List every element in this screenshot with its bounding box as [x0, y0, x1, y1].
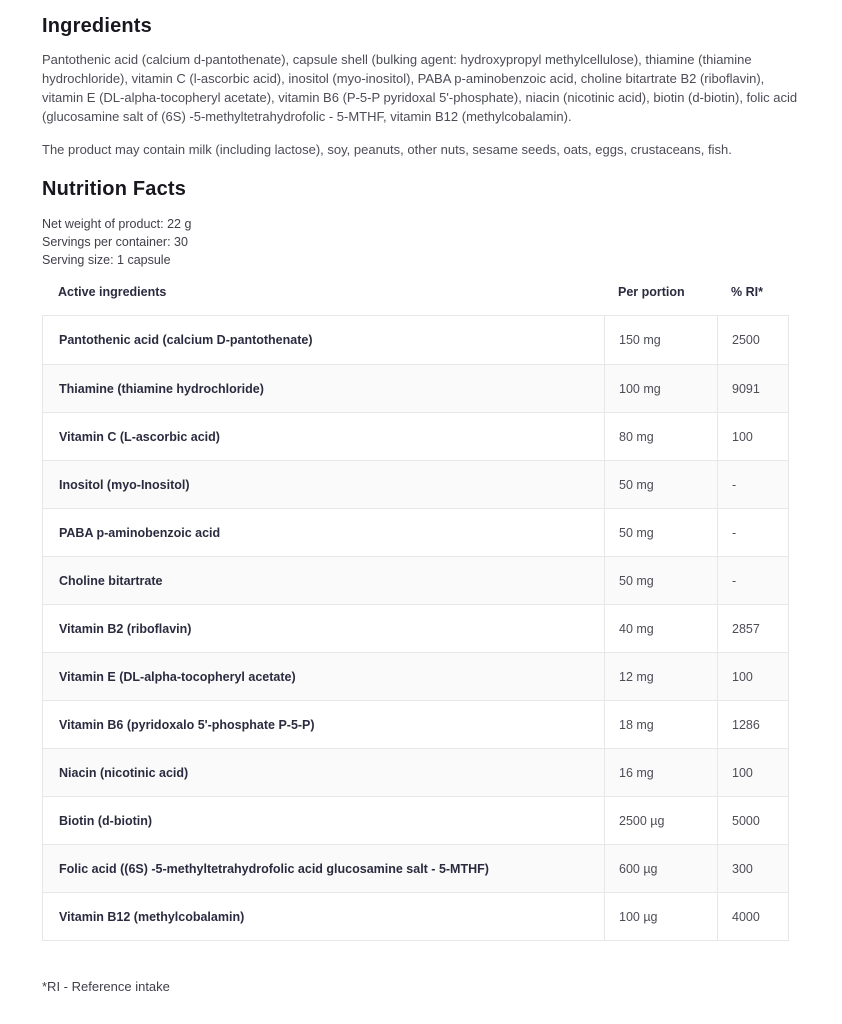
table-row [43, 412, 788, 460]
table-row [43, 316, 788, 364]
ingredient-name: Vitamin B2 (riboflavin) [59, 621, 192, 636]
ingredient-amount: 100 mg [604, 365, 717, 412]
ingredients-text: Pantothenic acid (calcium d-pantothenate), capsule shell (bulking agent: hydroxypropyl methylcellulose), thiamine (thiamine hydrochloride), vitamin C (l-ascorbic acid), inositol (myo-inositol), PABA p-aminobenzoic acid, choline bitartrate B2 (riboflavin), vitamin E (DL-alpha-tocopheryl acetate), vitamin B6 (P-5-P pyridoxal 5'-phosphate), niacin (nicotinic acid), biotin (d-biotin), folic acid (glucosamine salt of (6S) -5-methyltetrahydrofolic - 5-MTHF, vitamin B12 (methylcobalamin). [42, 52, 798, 124]
ingredient-amount: 18 mg [604, 701, 717, 748]
allergen-note: The product may contain milk (including lactose), soy, peanuts, other nuts, sesame seeds, oats, eggs, crustaceans, fish. [42, 142, 732, 157]
net-weight: Net weight of product: 22 g [42, 217, 192, 231]
ingredient-ri: 100 [717, 413, 788, 460]
table-row [43, 364, 788, 412]
serving-info [42, 215, 800, 269]
ingredient-ri: 300 [717, 845, 788, 892]
nutrition-facts-section [42, 176, 800, 994]
ingredient-name: Vitamin E (DL-alpha-tocopheryl acetate) [59, 669, 296, 684]
table-header-row [42, 285, 789, 315]
column-header-ri: % RI* [731, 285, 763, 299]
ingredient-ri: 100 [717, 653, 788, 700]
ingredient-name: Niacin (nicotinic acid) [59, 765, 189, 780]
ingredient-ri: - [717, 509, 788, 556]
ingredient-ri: 9091 [717, 365, 788, 412]
ingredient-ri: 2500 [717, 316, 788, 364]
active-ingredients-table [42, 315, 789, 941]
nutrition-facts-title: Nutrition Facts [42, 178, 187, 200]
ingredient-amount: 2500 µg [604, 797, 717, 844]
ingredient-ri: - [717, 557, 788, 604]
ingredient-name: Folic acid ((6S) -5-methyltetrahydrofolic acid glucosamine salt - 5-MTHF) [59, 861, 489, 876]
ingredient-amount: 16 mg [604, 749, 717, 796]
ingredient-name: Thiamine (thiamine hydrochloride) [59, 381, 264, 396]
ingredient-amount: 150 mg [604, 316, 717, 364]
ingredient-name: Vitamin C (L-ascorbic acid) [59, 429, 220, 444]
table-row [43, 556, 788, 604]
ingredient-ri: 2857 [717, 605, 788, 652]
ingredient-ri: 4000 [717, 893, 788, 940]
table-row [43, 796, 788, 844]
ingredient-amount: 80 mg [604, 413, 717, 460]
table-row [43, 508, 788, 556]
table-row [43, 748, 788, 796]
ingredient-amount: 100 µg [604, 893, 717, 940]
ingredient-ri: - [717, 461, 788, 508]
ingredient-ri: 1286 [717, 701, 788, 748]
ingredient-name: Vitamin B12 (methylcobalamin) [59, 909, 245, 924]
ingredient-amount: 40 mg [604, 605, 717, 652]
table-row [43, 844, 788, 892]
ingredient-amount: 50 mg [604, 461, 717, 508]
serving-size: Serving size: 1 capsule [42, 253, 171, 267]
table-row [43, 700, 788, 748]
reference-intake-note: *RI - Reference intake [42, 979, 170, 994]
ingredients-section [42, 13, 800, 159]
ingredient-amount: 50 mg [604, 509, 717, 556]
column-header-per-portion: Per portion [618, 285, 685, 299]
ingredient-name: Pantothenic acid (calcium D-pantothenate) [59, 333, 313, 347]
table-row [43, 460, 788, 508]
column-header-active-ingredients: Active ingredients [58, 285, 167, 299]
ingredient-amount: 12 mg [604, 653, 717, 700]
ingredient-ri: 100 [717, 749, 788, 796]
ingredient-name: Biotin (d-biotin) [59, 813, 153, 828]
table-row [43, 652, 788, 700]
servings-per-container: Servings per container: 30 [42, 235, 188, 249]
ingredient-name: PABA p-aminobenzoic acid [59, 525, 221, 540]
ingredient-amount: 600 µg [604, 845, 717, 892]
ingredient-name: Inositol (myo-Inositol) [59, 477, 190, 492]
ingredient-name: Choline bitartrate [59, 573, 163, 588]
table-row [43, 892, 788, 940]
ingredient-ri: 5000 [717, 797, 788, 844]
ingredients-title: Ingredients [42, 15, 152, 37]
ingredient-name: Vitamin B6 (pyridoxalo 5'-phosphate P-5-P) [59, 717, 315, 732]
ingredient-amount: 50 mg [604, 557, 717, 604]
table-row [43, 604, 788, 652]
